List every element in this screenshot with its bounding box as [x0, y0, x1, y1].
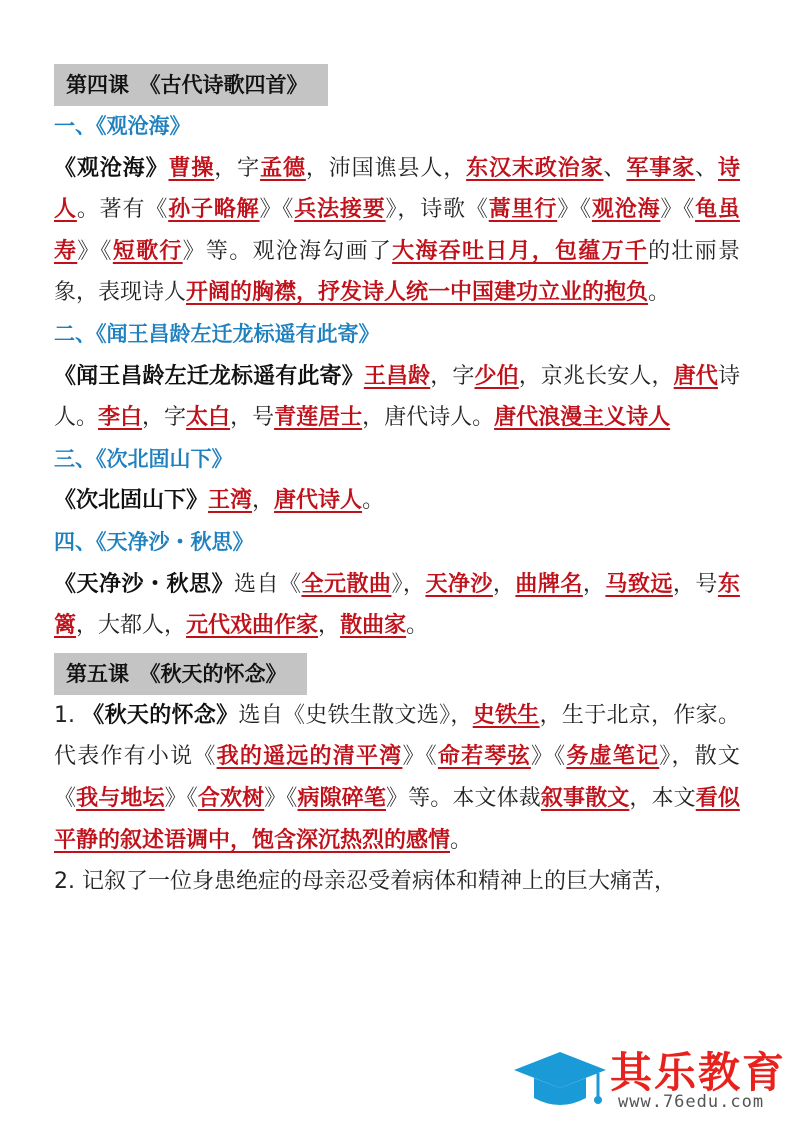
key-identity: 唐代浪漫主义诗人: [494, 405, 671, 431]
text: 》《: [557, 197, 592, 223]
text: ，沛国谯县人，: [305, 155, 467, 181]
section-guancanghai-heading: 一、《观沧海》: [54, 114, 191, 138]
text: 。: [648, 280, 671, 306]
key-work: 兵法接要: [294, 197, 386, 223]
text: ，: [252, 488, 275, 514]
key-genre: 叙事散文: [540, 785, 630, 811]
text: ，: [318, 613, 341, 639]
key-scene: 大海吞吐日月，包蕴万千: [392, 238, 649, 264]
key-identity: 军事家: [626, 155, 696, 181]
text: 诗人。: [54, 363, 740, 431]
graduation-cap-icon: [510, 1040, 610, 1120]
text: 。: [450, 827, 473, 853]
key-work: 短歌行: [112, 238, 183, 264]
key-identity: 诗人: [54, 155, 740, 223]
key-tune: 天净沙: [425, 571, 493, 597]
text: 》《: [259, 197, 295, 223]
text: 》等。本文体裁: [386, 785, 541, 811]
text: 》《: [402, 744, 438, 770]
section-beigushan-text: [54, 480, 740, 522]
key-courtesy-name: 孟德: [260, 155, 306, 181]
key-theme: 看似平静的叙述语调中，饱含深沉热烈的感情: [54, 785, 740, 853]
key-work: 孙子略解: [168, 197, 260, 223]
text: ，本文: [629, 785, 696, 811]
text: 的壮丽景象，表现诗人: [54, 238, 740, 306]
key-author: 马致远: [605, 571, 673, 597]
text: 》，: [391, 571, 426, 597]
text: 选自《: [233, 571, 302, 597]
item-number: 1.: [54, 702, 83, 728]
text: 。: [406, 613, 429, 639]
text: 、: [603, 155, 627, 181]
poem-title: 《观沧海》: [54, 155, 169, 181]
text: 》，诗歌《: [385, 197, 489, 223]
key-courtesy-name: 少伯: [474, 363, 519, 389]
text: 》，散文《: [54, 744, 740, 811]
text: ，: [582, 571, 606, 597]
text: ，生于北京，作家。代表作有小说《: [54, 702, 740, 770]
section-wangchangling-heading: 二、《闻王昌龄左迁龙标遥有此寄》: [54, 321, 380, 346]
text: 、: [695, 155, 718, 181]
section-beigushan-heading: 三、《次北固山下》: [54, 446, 233, 471]
text: ，京兆长安人，: [518, 363, 674, 389]
key-author: 王湾: [208, 488, 253, 514]
text: ，唐代诗人。: [362, 405, 495, 431]
brand-name: 其乐教育: [610, 1048, 787, 1097]
section-wangchangling-text: [54, 356, 740, 439]
text: ，号: [672, 571, 718, 597]
essay-title: 《秋天的怀念》: [82, 702, 239, 728]
key-author: 曹操: [168, 155, 215, 181]
text: 》《: [660, 197, 696, 223]
text: 》《: [530, 744, 567, 770]
text: ，字: [142, 405, 187, 431]
text: ，字: [430, 363, 475, 389]
key-identity: 唐代诗人: [274, 488, 363, 514]
key-work: 观沧海: [591, 197, 661, 223]
key-work: 合欢树: [197, 785, 265, 811]
key-work: 我与地坛: [76, 785, 165, 811]
brand-url: www.76edu.com: [618, 1092, 765, 1112]
text: ，号: [230, 405, 275, 431]
lesson4-title: 第四课 《古代诗歌四首》: [54, 64, 328, 106]
key-identity: 东汉末政治家: [466, 155, 604, 181]
text: ，字: [214, 155, 261, 181]
key-author: 李白: [98, 405, 143, 431]
key-pseudonym: 东篱: [54, 571, 740, 639]
key-tune-type: 曲牌名: [515, 571, 583, 597]
text: 。著有《: [76, 197, 169, 223]
key-identity: 散曲家: [340, 613, 407, 639]
key-courtesy-name: 太白: [186, 405, 231, 431]
section-guancanghai-text: [54, 148, 740, 314]
key-identity: 元代戏曲作家: [186, 613, 319, 639]
key-work: 蒿里行: [488, 197, 558, 223]
key-pseudonym: 青莲居士: [274, 405, 363, 431]
key-source: 全元散曲: [301, 571, 392, 597]
key-author: 史铁生: [472, 702, 540, 728]
lesson5-point-1: [54, 695, 740, 861]
text: 选自《史铁生散文选》，: [238, 702, 473, 728]
poem-title: 《天净沙・秋思》: [54, 571, 234, 597]
key-work: 病隙碎笔: [297, 785, 386, 811]
key-dynasty: 唐代: [673, 363, 718, 389]
text: 》等。观沧海勾画了: [182, 238, 393, 264]
key-person: 王昌龄: [363, 363, 431, 389]
key-work: 务虚笔记: [566, 744, 660, 770]
poem-title: 《次北固山下》: [54, 488, 209, 514]
section-tianjingsha-heading: 四、《天净沙・秋思》: [54, 529, 254, 554]
poem-title: 《闻王昌龄左迁龙标遥有此寄》: [54, 363, 364, 389]
text: ，: [492, 571, 516, 597]
section-tianjingsha-text: [54, 564, 740, 647]
brand-logo: [510, 1040, 790, 1120]
text: ，大都人，: [76, 613, 187, 639]
key-work: 我的遥远的清平湾: [216, 744, 403, 770]
page-content: [54, 64, 740, 903]
key-work: 命若琴弦: [437, 744, 531, 770]
text: 。: [362, 488, 385, 514]
text: 》《: [164, 785, 198, 811]
lesson5-title: 第五课 《秋天的怀念》: [54, 653, 307, 695]
text: 》《: [264, 785, 298, 811]
lesson5-point-2: 2. 记叙了一位身患绝症的母亲忍受着病体和精神上的巨大痛苦，: [54, 869, 676, 895]
text: 》《: [77, 238, 113, 264]
key-theme: 开阔的胸襟，抒发诗人统一中国建功立业的抱负: [186, 280, 649, 306]
key-work: 龟虽寿: [54, 197, 740, 264]
